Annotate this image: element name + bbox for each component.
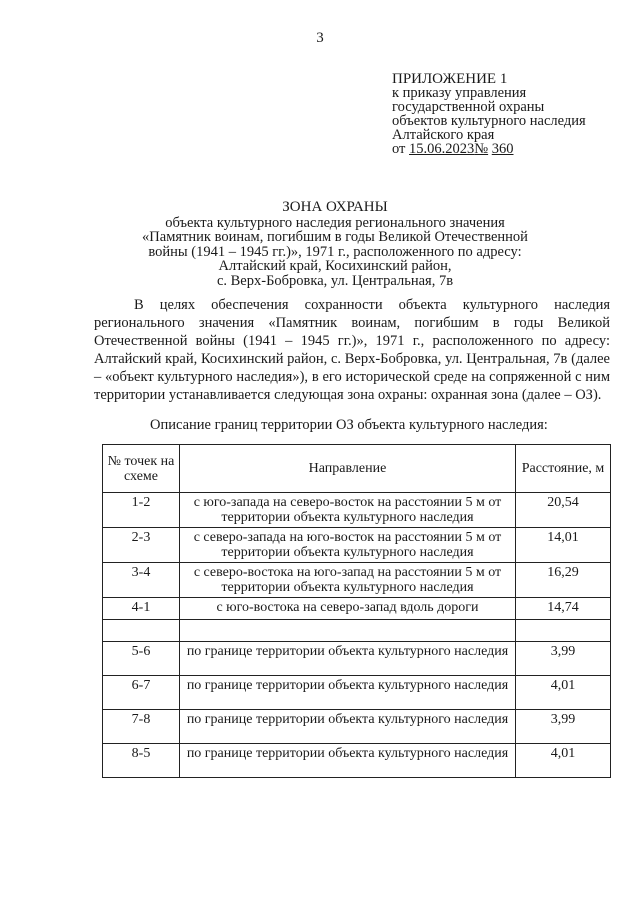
header-distance: Расстояние, м bbox=[516, 445, 611, 493]
cell-points: 5-6 bbox=[103, 642, 180, 676]
table-row bbox=[103, 642, 611, 676]
table-row bbox=[103, 744, 611, 778]
table-header-row bbox=[103, 445, 611, 493]
table-row bbox=[103, 528, 611, 563]
order-number: 360 bbox=[491, 141, 514, 157]
heading-line-4: Алтайский край, Косихинский район, bbox=[218, 258, 452, 274]
date-prefix: от bbox=[392, 141, 406, 157]
cell-direction bbox=[180, 620, 516, 642]
table-caption: Описание границ территории ОЗ объекта культурного наследия: bbox=[150, 417, 548, 433]
cell-points: 4-1 bbox=[103, 598, 180, 620]
heading-line-1: объекта культурного наследия регионального значения bbox=[165, 214, 505, 231]
appendix-line-4: Алтайского края bbox=[392, 127, 495, 143]
cell-points: 6-7 bbox=[103, 676, 180, 710]
cell-distance: 14,74 bbox=[516, 598, 611, 620]
cell-direction: с северо-востока на юго-запад на расстоянии 5 м от территории объекта культурного наследия bbox=[180, 563, 516, 598]
cell-direction: по границе территории объекта культурного наследия bbox=[180, 676, 516, 710]
cell-distance: 16,29 bbox=[516, 563, 611, 598]
appendix-date-line bbox=[392, 142, 632, 156]
cell-distance: 4,01 bbox=[516, 676, 611, 710]
appendix-title: ПРИЛОЖЕНИЕ 1 bbox=[392, 71, 508, 87]
cell-direction: с юго-востока на северо-запад вдоль дороги bbox=[180, 598, 516, 620]
header-direction: Направление bbox=[180, 445, 516, 493]
appendix-block bbox=[392, 72, 632, 156]
cell-distance: 14,01 bbox=[516, 528, 611, 563]
cell-distance bbox=[516, 620, 611, 642]
cell-direction: по границе территории объекта культурного наследия bbox=[180, 642, 516, 676]
cell-direction: с юго-запада на северо-восток на расстоянии 5 м от территории объекта культурного наследия bbox=[180, 493, 516, 528]
table-row bbox=[103, 710, 611, 744]
cell-direction: по границе территории объекта культурного наследия bbox=[180, 744, 516, 778]
cell-points: 7-8 bbox=[103, 710, 180, 744]
cell-distance: 4,01 bbox=[516, 744, 611, 778]
document-heading bbox=[120, 200, 550, 288]
header-points: № точек на схеме bbox=[103, 445, 180, 493]
appendix-line-1: к приказу управления bbox=[392, 85, 527, 101]
body-paragraph: В целях обеспечения сохранности объекта культурного наследия регионального значения «Памятник воинам, погибшим в годы Великой Отечественной войны (1941 – 1945 гг.)», 1971 г., расположенного по адресу: Алтайский край, Косихинский район, с. Верх-Бобровка, ул. Центральная, 7в (далее – «объект культурного наследия»), в его исторической среде на сопряженной с ним территории устанавливается следующая зона охраны: охранная зона (далее – ОЗ). bbox=[94, 297, 610, 403]
appendix-line-2: государственной охраны bbox=[392, 99, 545, 115]
appendix-line-3: объектов культурного наследия bbox=[392, 113, 586, 129]
cell-points bbox=[103, 620, 180, 642]
cell-distance: 3,99 bbox=[516, 642, 611, 676]
table-row bbox=[103, 598, 611, 620]
heading-line-3: войны (1941 – 1945 гг.)», 1971 г., расположенного по адресу: bbox=[148, 243, 522, 260]
order-number-prefix: № bbox=[474, 141, 489, 157]
cell-direction: с северо-запада на юго-восток на расстоянии 5 м от территории объекта культурного наследия bbox=[180, 528, 516, 563]
cell-distance: 20,54 bbox=[516, 493, 611, 528]
page-number: 3 bbox=[316, 30, 324, 46]
order-date: 15.06.2023 bbox=[409, 141, 475, 157]
boundary-table bbox=[102, 444, 611, 778]
heading-line-5: с. Верх-Бобровка, ул. Центральная, 7в bbox=[216, 272, 454, 289]
table-row-empty bbox=[103, 620, 611, 642]
cell-distance: 3,99 bbox=[516, 710, 611, 744]
table-row bbox=[103, 493, 611, 528]
cell-points: 8-5 bbox=[103, 744, 180, 778]
cell-points: 3-4 bbox=[103, 563, 180, 598]
table-row bbox=[103, 676, 611, 710]
heading-line-2: «Памятник воинам, погибшим в годы Великой Отечественной bbox=[142, 229, 528, 245]
cell-points: 1-2 bbox=[103, 493, 180, 528]
cell-points: 2-3 bbox=[103, 528, 180, 563]
cell-direction: по границе территории объекта культурного наследия bbox=[180, 710, 516, 744]
heading-title: ЗОНА ОХРАНЫ bbox=[282, 199, 388, 215]
table-row bbox=[103, 563, 611, 598]
